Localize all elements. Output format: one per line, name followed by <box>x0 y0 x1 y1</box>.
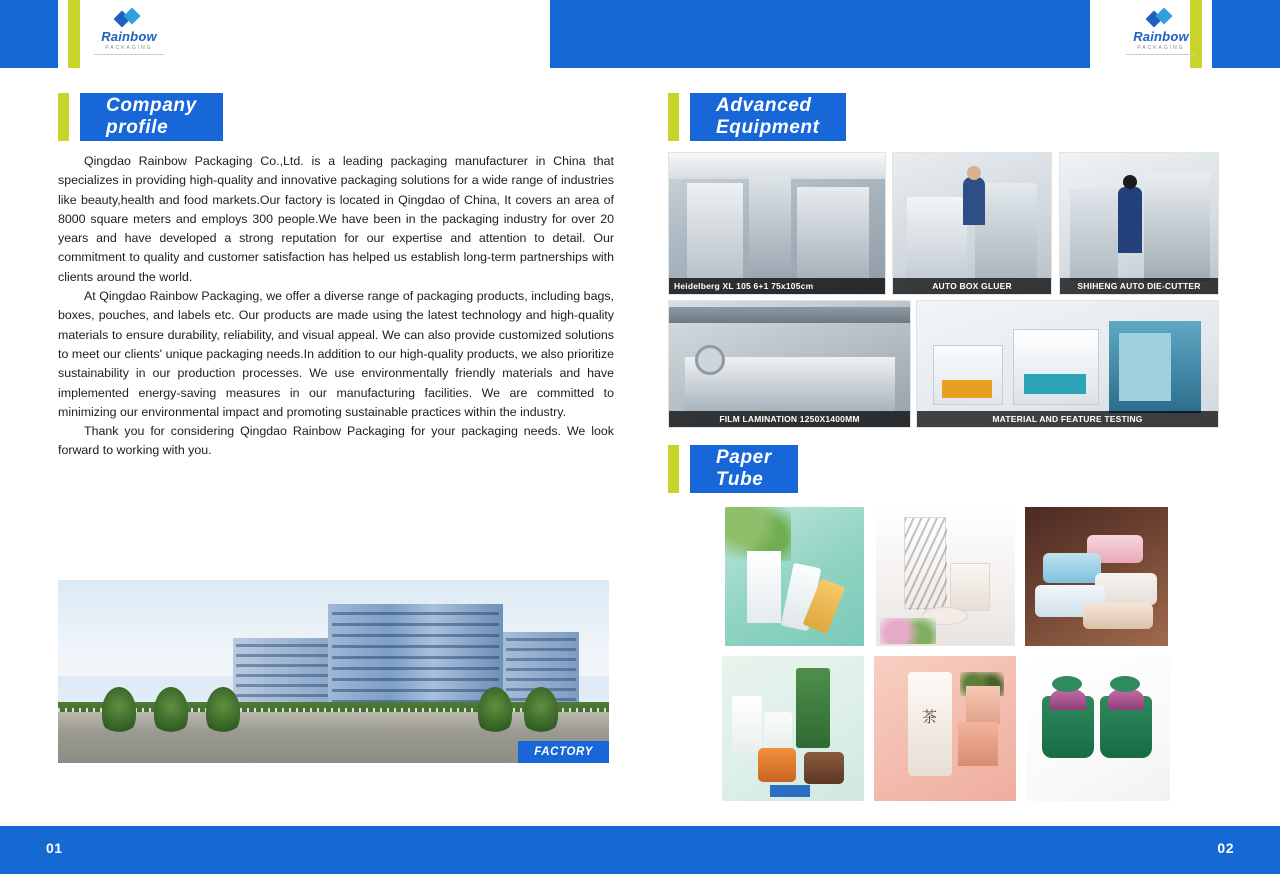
equipment-caption: FILM LAMINATION 1250X1400MM <box>669 411 910 427</box>
tree <box>102 687 136 735</box>
tree <box>206 687 240 735</box>
logo-name: Rainbow <box>1133 29 1189 44</box>
paper-tube-photo-cosmetic <box>725 507 864 646</box>
heading-text: Company profile <box>106 95 197 138</box>
paper-tube-photo-marble <box>876 507 1015 646</box>
factory-photo <box>58 580 609 763</box>
equipment-photo-film-lamination <box>668 300 911 428</box>
logo-left <box>86 10 172 58</box>
logo-subtitle: PACKAGING <box>1137 45 1185 51</box>
heading-accent-tick <box>58 93 69 141</box>
factory-building-main <box>328 604 503 714</box>
equipment-photo-box-gluer <box>892 152 1052 295</box>
page-number-right: 02 <box>1217 840 1234 856</box>
paper-tube-photo-ribbon-gift <box>1026 656 1170 801</box>
equipment-caption: AUTO BOX GLUER <box>893 278 1051 294</box>
logo-right <box>1118 10 1204 58</box>
profile-paragraph-1: Qingdao Rainbow Packaging Co.,Ltd. is a leading packaging manufacturer in China that specializes in providing high-quality and innovative packaging solutions for a wide range of industries like beauty,health and food markets.Our factory is located in Qingdao of China, It covers an area of 8000 square meters and employs 300 people.We have been in the packaging industry for over 20 years and have developed a strong reputation for our expertise and attention to detail. Our commitment to quality and customer satisfaction has helped us establish long-term partnerships with clients around the world. <box>58 154 614 284</box>
heading-bar <box>80 93 223 141</box>
heading-accent-tick <box>668 445 679 493</box>
heading-bar <box>690 445 798 493</box>
heading-text: Advanced Equipment <box>716 95 820 138</box>
page-number-left: 01 <box>46 840 63 856</box>
tree <box>154 687 188 735</box>
equipment-caption: MATERIAL AND FEATURE TESTING <box>917 411 1218 427</box>
topbar-white-stripe-left <box>58 0 68 68</box>
factory-building-left <box>233 638 331 712</box>
equipment-photo-die-cutter <box>1059 152 1219 295</box>
logo-rule <box>1126 54 1196 55</box>
logo-rule <box>94 54 164 55</box>
heading-text: Paper Tube <box>716 447 772 490</box>
heading-accent-tick <box>668 93 679 141</box>
equipment-photo-material-testing <box>916 300 1219 428</box>
paper-tube-photo-food-tubes <box>722 656 864 801</box>
paper-tube-photo-tea-canister <box>874 656 1016 801</box>
diamond-logo-icon <box>1148 10 1174 28</box>
profile-paragraph-3: Thank you for considering Qingdao Rainbow Packaging for your packaging needs. We look forward to working with you. <box>58 424 614 458</box>
factory-photo-caption: FACTORY <box>518 741 609 763</box>
tree <box>478 687 512 735</box>
top-banner <box>0 0 1280 68</box>
company-profile-text <box>58 152 614 461</box>
logo-subtitle: PACKAGING <box>105 45 153 51</box>
equipment-caption: Heidelberg XL 105 6+1 75x105cm <box>669 278 885 294</box>
equipment-caption: SHIHENG AUTO DIE-CUTTER <box>1060 278 1218 294</box>
profile-paragraph-2: At Qingdao Rainbow Packaging, we offer a diverse range of packaging products, including bags, boxes, pouches, and labels etc. Our products are made using the latest technology and high-quality materials to ensure durability, reliability, and visual appeal. We can also provide customized solutions to meet our clients' unique packaging needs.In addition to our high-quality products, we also prioritize sustainability in our production processes. We use environmentally friendly materials and have implemented energy-saving measures in our manufacturing facilities. We are committed to minimizing our environmental impact and promoting sustainable practices within the industry. <box>58 289 614 419</box>
paper-tube-photo-gift-tins <box>1025 507 1168 646</box>
logo-name: Rainbow <box>101 29 157 44</box>
topbar-yellow-stripe-left <box>68 0 80 68</box>
heading-bar <box>690 93 846 141</box>
diamond-logo-icon <box>116 10 142 28</box>
equipment-photo-heidelberg <box>668 152 886 295</box>
footer-bar <box>0 826 1280 874</box>
tree <box>524 687 558 735</box>
